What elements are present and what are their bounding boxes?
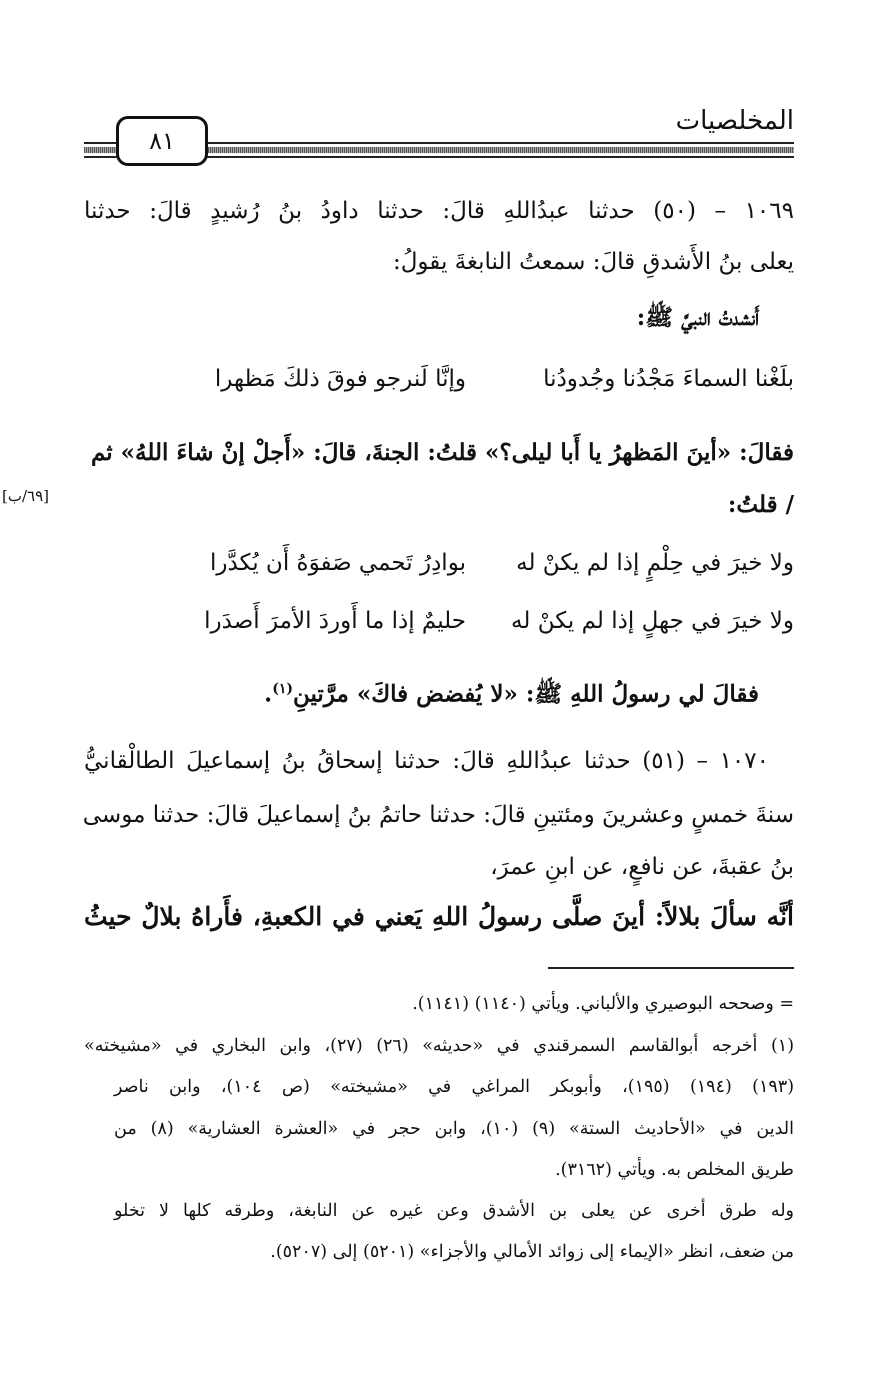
page-number: ٨١ [116, 116, 208, 166]
hadith-1070-line-4: أنَّه سألَ بلالاً: أينَ صلَّى رسولُ اللهِ يَعني في الكعبةِ، فأَراهُ بلالٌ حيثُ [84, 902, 794, 931]
hadith-1070-line-1: ١٠٧٠ – (٥١) حدثنا عبدُاللهِ قالَ: حدثنا إسحاقُ بنُ إسماعيلَ الطالْقانيُّ [84, 748, 769, 774]
manuscript-margin-ref: [٦٩/ب] [2, 487, 50, 505]
verse-2-first-hemistich: ولا خيرَ في حِلْمٍ إذا لم يكنْ له [516, 550, 794, 576]
footnote-1-line-4: طريق المخلص به. ويأتي (٣١٦٢). [555, 1160, 794, 1180]
book-title: المخلصيات [675, 106, 794, 136]
hadith-1069-line-5: / قلتُ: [727, 491, 794, 518]
footnote-continuation: = وصححه البوصيري والألباني. ويأتي (١١٤٠) (١١٤١). [412, 994, 794, 1014]
verse-3-first-hemistich: ولا خيرَ في جهلٍ إذا لم يكنْ له [511, 608, 794, 634]
hadith-1069-line-4: فقالَ: «أينَ المَظهرُ يا أَبا ليلى؟» قلتُ: الجنةَ، قالَ: «أَجلْ إنْ شاءَ اللهُ» ثم [90, 439, 794, 466]
footnote-1-line-1: (١) أخرجه أبوالقاسم السمرقندي في «حديثه» (٢٦) (٢٧)، وابن البخاري في «مشيخته» [84, 1036, 795, 1056]
hadith-1069-end: . [264, 680, 273, 708]
footnote-ref-1: (١) [272, 681, 293, 697]
verse-1-first-hemistich: بلَغْنا السماءَ مَجْدُنا وجُدودُنا [543, 366, 794, 392]
hadith-1069-line-2: يعلى بنُ الأَشدقِ قالَ: سمعتُ النابغةَ يقولُ: [392, 249, 794, 275]
verse-2-second-hemistich: بوادِرُ تَحمي صَفوَهُ أَن يُكدَّرا [209, 550, 466, 576]
footnote-separator [548, 967, 794, 969]
hadith-1069-line-6-text: فقالَ لي رسولُ اللهِ ﷺ: «لا يُفضض فاكَ» مرَّتينِ [292, 680, 759, 708]
page-header [84, 106, 794, 176]
hadith-1069-line-1: ١٠٦٩ – (٥٠) حدثنا عبدُاللهِ قالَ: حدثنا داودُ بنُ رُشيدٍ قالَ: حدثنا [84, 198, 794, 224]
hadith-1069-line-6 [49, 674, 759, 710]
footnote-1-line-2: (١٩٣) (١٩٤) (١٩٥)، وأبوبكر المراغي في «مشيخته» (ص ١٠٤)، وابن ناصر [114, 1077, 795, 1097]
footnote-1-line-6: من ضعف، انظر «الإيماء إلى زوائد الأمالي والأجزاء» (٥٢٠١) إلى (٥٢٠٧). [270, 1242, 794, 1262]
footnote-1-line-5: وله طرق أخرى عن يعلى بن الأشدق وعن غيره عن النابغة، وطرقه كلها لا تخلو [114, 1201, 794, 1221]
verse-3-second-hemistich: حليمٌ إذا ما أَوردَ الأمرَ أَصدَرا [204, 608, 466, 634]
footnote-1-line-3: الدين في «الأحاديث الستة» (٩) (١٠)، وابن حجر في «العشرة العشارية» (٨) من [114, 1119, 795, 1139]
hadith-1070-line-2: سنةَ خمسٍ وعشرينَ ومئتينِ قالَ: حدثنا حاتمُ بنُ إسماعيلَ قالَ: حدثنا موسى [82, 802, 794, 828]
hadith-1070-line-3: بنُ عقبةَ، عن نافعٍ، عن ابنِ عمرَ، [490, 854, 794, 880]
hadith-1069-line-3: أَنشدتُ النبيَّ ﷺ: [636, 304, 759, 331]
verse-1-second-hemistich: وإنَّا لَنرجو فوقَ ذلكَ مَظهرا [214, 366, 466, 392]
